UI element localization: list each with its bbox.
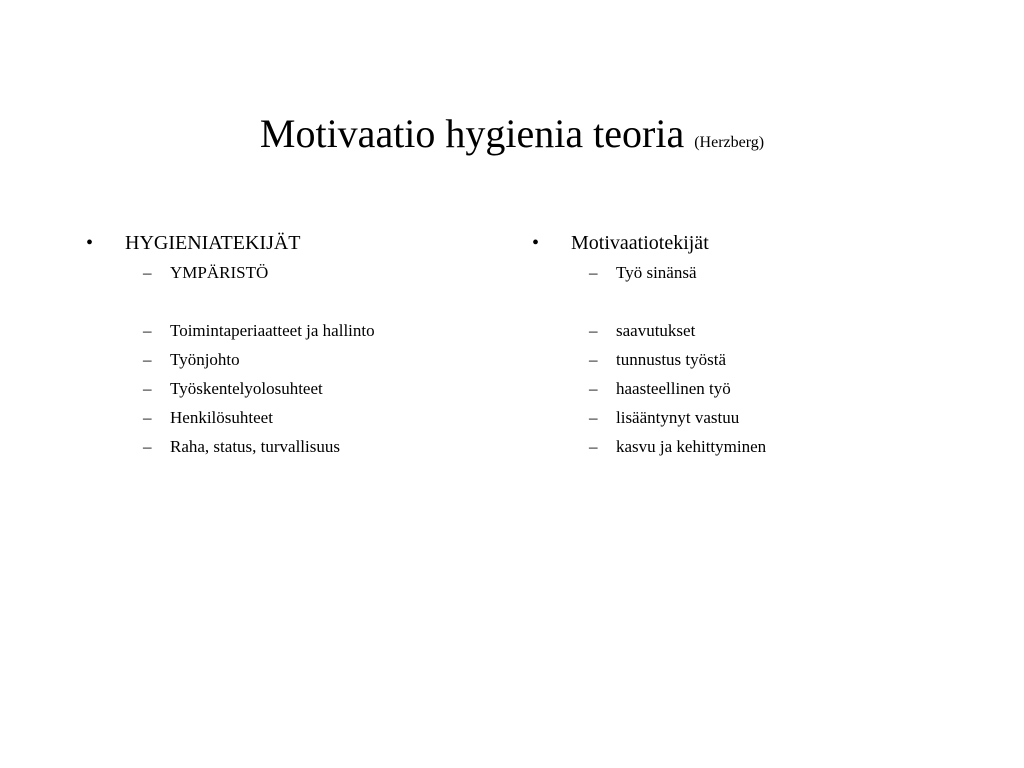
title-main: Motivaatio hygienia teoria [259, 111, 685, 156]
slide-title [0, 110, 1024, 167]
list-item-text: tunnustus työstä [616, 350, 727, 369]
list-item-text: saavutukset [616, 321, 696, 340]
dash-icon: – [143, 379, 152, 398]
list-item-text: haasteellinen työ [616, 379, 731, 398]
list-item-text: Työnjohto [170, 350, 240, 369]
title-subtitle: (Herzberg) [694, 134, 765, 151]
dash-icon: – [143, 350, 152, 369]
list-item-text: Työskentelyolosuhteet [170, 379, 323, 398]
list-item-text: Työ sinänsä [616, 263, 697, 282]
list-item-text: Toimintaperiaatteet ja hallinto [170, 321, 375, 340]
hygiene-heading: HYGIENIATEKIJÄT [125, 232, 301, 254]
list-item-text: kasvu ja kehittyminen [616, 437, 767, 456]
dash-icon: – [589, 379, 598, 398]
list-item-text: Henkilösuhteet [170, 408, 273, 427]
dash-icon: – [143, 263, 152, 282]
dash-icon: – [143, 408, 152, 427]
list-item-text: lisääntynyt vastuu [616, 408, 740, 427]
list-item-text: Raha, status, turvallisuus [170, 437, 340, 456]
list-item-text: YMPÄRISTÖ [170, 263, 269, 282]
dash-icon: – [589, 350, 598, 369]
dash-icon: – [143, 321, 152, 340]
dash-icon: – [589, 437, 598, 456]
motivation-heading: Motivaatiotekijät [571, 232, 709, 254]
dash-icon: – [589, 263, 598, 282]
bullet-icon: • [532, 232, 540, 254]
dash-icon: – [143, 437, 152, 456]
dash-icon: – [589, 408, 598, 427]
bullet-icon: • [86, 232, 94, 254]
dash-icon: – [589, 321, 598, 340]
